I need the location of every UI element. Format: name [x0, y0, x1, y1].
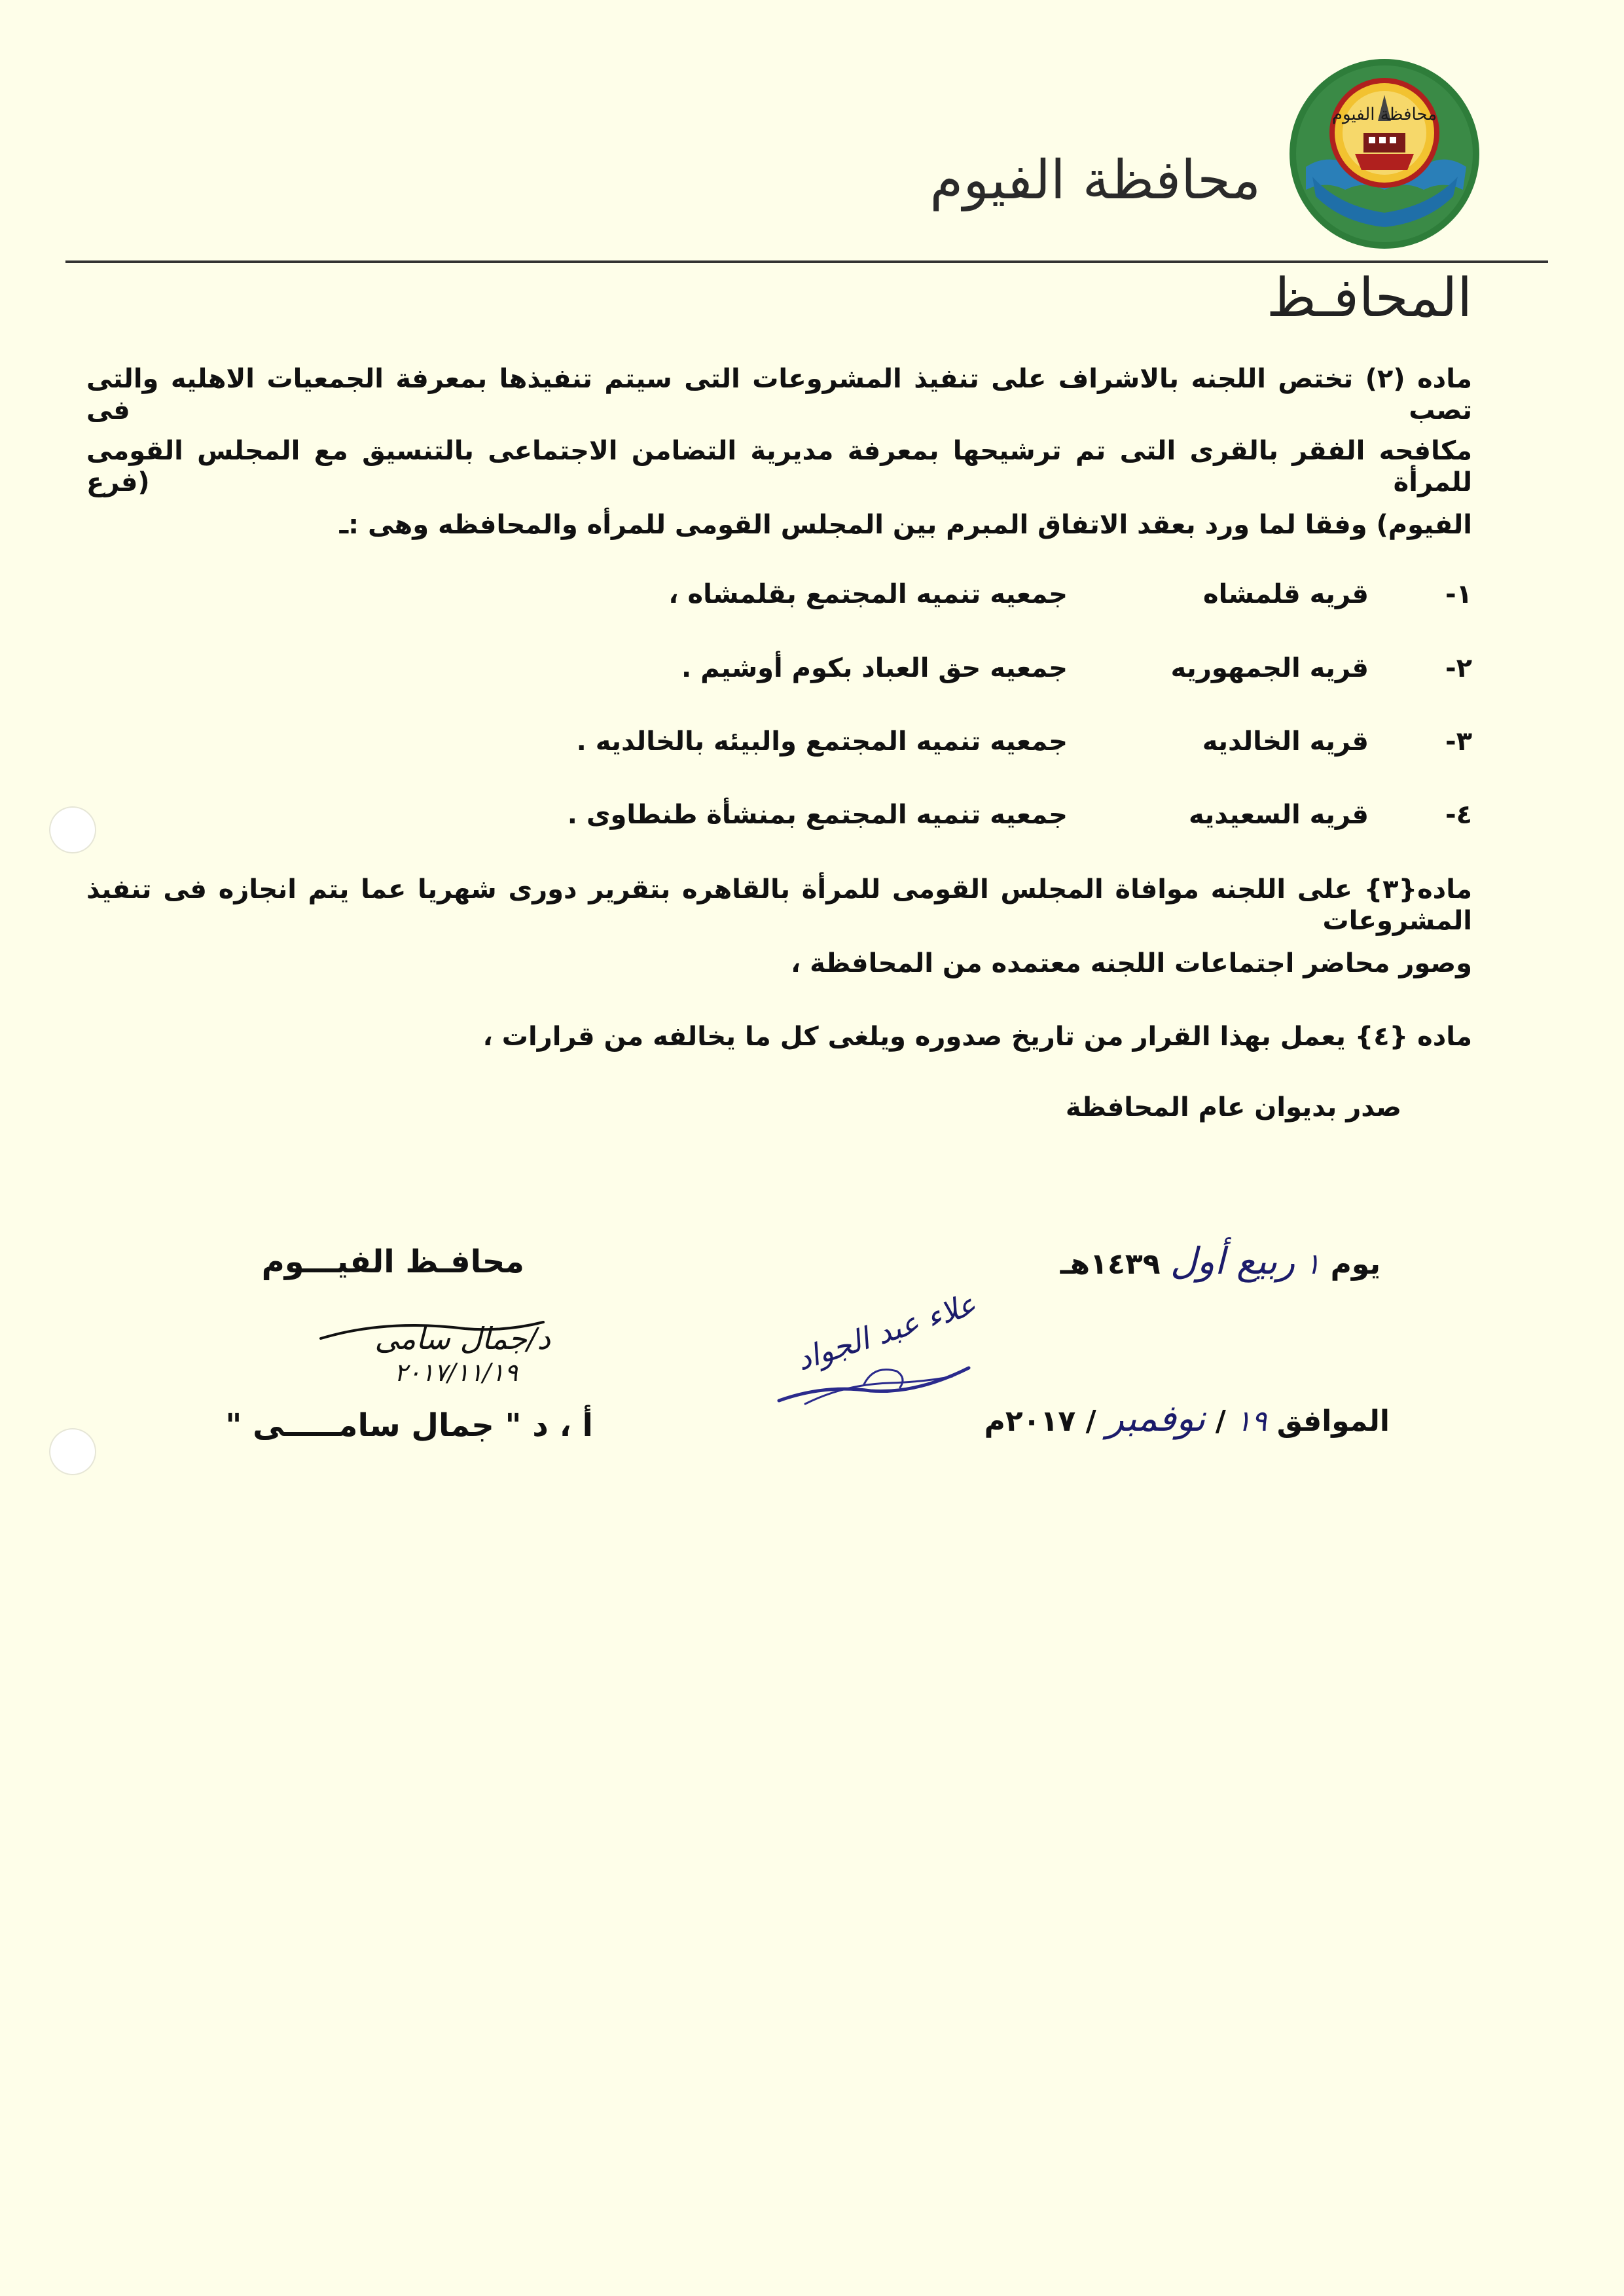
gregorian-day: ١٩ [1236, 1405, 1267, 1438]
date-prefix: الموافق [1276, 1405, 1390, 1438]
item-number: ٢- [1445, 653, 1472, 683]
governor-handwritten-date: ٢٠١٧/١١/١٩ [394, 1358, 518, 1387]
center-signature-text: علاء عبد الجواد [792, 1286, 981, 1378]
article4-line1: ماده {٤} يعمل بهذا القرار من تاريخ صدوره ويلغى كل ما يخالفه من قرارات ، [482, 1022, 1472, 1052]
item-association: جمعيه تنميه المجتمع والبيئه بالخالديه . [576, 726, 1068, 757]
item-village: قريه الجمهوريه [1170, 653, 1369, 683]
article2-line3: الفيوم) وفقا لما ورد بعقد الاتفاق المبرم بين المجلس القومى للمرأه والمحافظه وهى :ـ [339, 510, 1472, 540]
item-village: قريه الخالديه [1202, 726, 1369, 757]
item-association: جمعيه حق العباد بكوم أوشيم . [681, 653, 1068, 683]
item-association: جمعيه تنميه المجتمع بقلمشاه ، [668, 579, 1068, 609]
issued-statement: صدر بديوان عام المحافظة [1065, 1092, 1401, 1122]
punch-hole [49, 1428, 96, 1475]
list-item [0, 800, 1624, 839]
header-divider [65, 260, 1548, 263]
article2-line2: مكافحه الفقر بالقرى التى تم ترشيحها بمعرفة مديرية التضامن الاجتماعى بالتنسيق مع المجلس القومى للمرأة (فرع [86, 436, 1472, 497]
list-item [0, 726, 1624, 766]
item-number: ٤- [1445, 800, 1472, 830]
punch-hole [49, 806, 96, 853]
governorate-name: محافظة الفيوم [929, 149, 1261, 211]
gregorian-date: الموافق ١٩ / نوفمبر / ٢٠١٧م [984, 1397, 1390, 1440]
governorate-logo-icon [1286, 56, 1483, 252]
office-title: المحافـظ [1266, 267, 1472, 329]
governor-title: محافـظ الفيـــوم [261, 1244, 524, 1280]
item-association: جمعيه تنميه المجتمع بمنشأة طنطاوى . [567, 800, 1068, 830]
article3-line1: ماده{٣} على اللجنه موافاة المجلس القومى للمرأة بالقاهره بتقرير دورى شهريا عما يتم انجازه فى تنفيذ المشروعات [86, 874, 1472, 936]
article3-line2: وصور محاضر اجتماعات اللجنه معتمده من المحافظة ، [791, 948, 1472, 978]
list-item [0, 579, 1624, 619]
gregorian-month: نوفمبر [1106, 1397, 1206, 1440]
governor-name: أ ، د " جمال سامـــــى " [225, 1407, 593, 1444]
hijri-year: ١٤٣٩هـ [1060, 1247, 1161, 1281]
item-village: قريه السعيديه [1189, 800, 1369, 830]
logo-text: محافظة الفيوم [1331, 105, 1437, 124]
item-number: ١- [1445, 579, 1472, 609]
hijri-month: ربيع أول [1170, 1240, 1295, 1283]
item-number: ٣- [1445, 726, 1472, 757]
date-prefix: يوم [1330, 1247, 1380, 1281]
governor-handwritten-name: د/جمال سامى [374, 1321, 550, 1356]
hijri-date [1060, 1240, 1380, 1283]
hijri-day: ١ [1305, 1247, 1321, 1281]
article2-line1: ماده (٢) تختص اللجنه بالاشراف على تنفيذ المشروعات التى سيتم تنفيذها بمعرفة الجمعيات الاهليه والتى تصب فى [86, 364, 1472, 425]
item-village: قريه قلمشاه [1203, 579, 1369, 609]
gregorian-year: ٢٠١٧م [984, 1405, 1076, 1438]
list-item [0, 653, 1624, 692]
